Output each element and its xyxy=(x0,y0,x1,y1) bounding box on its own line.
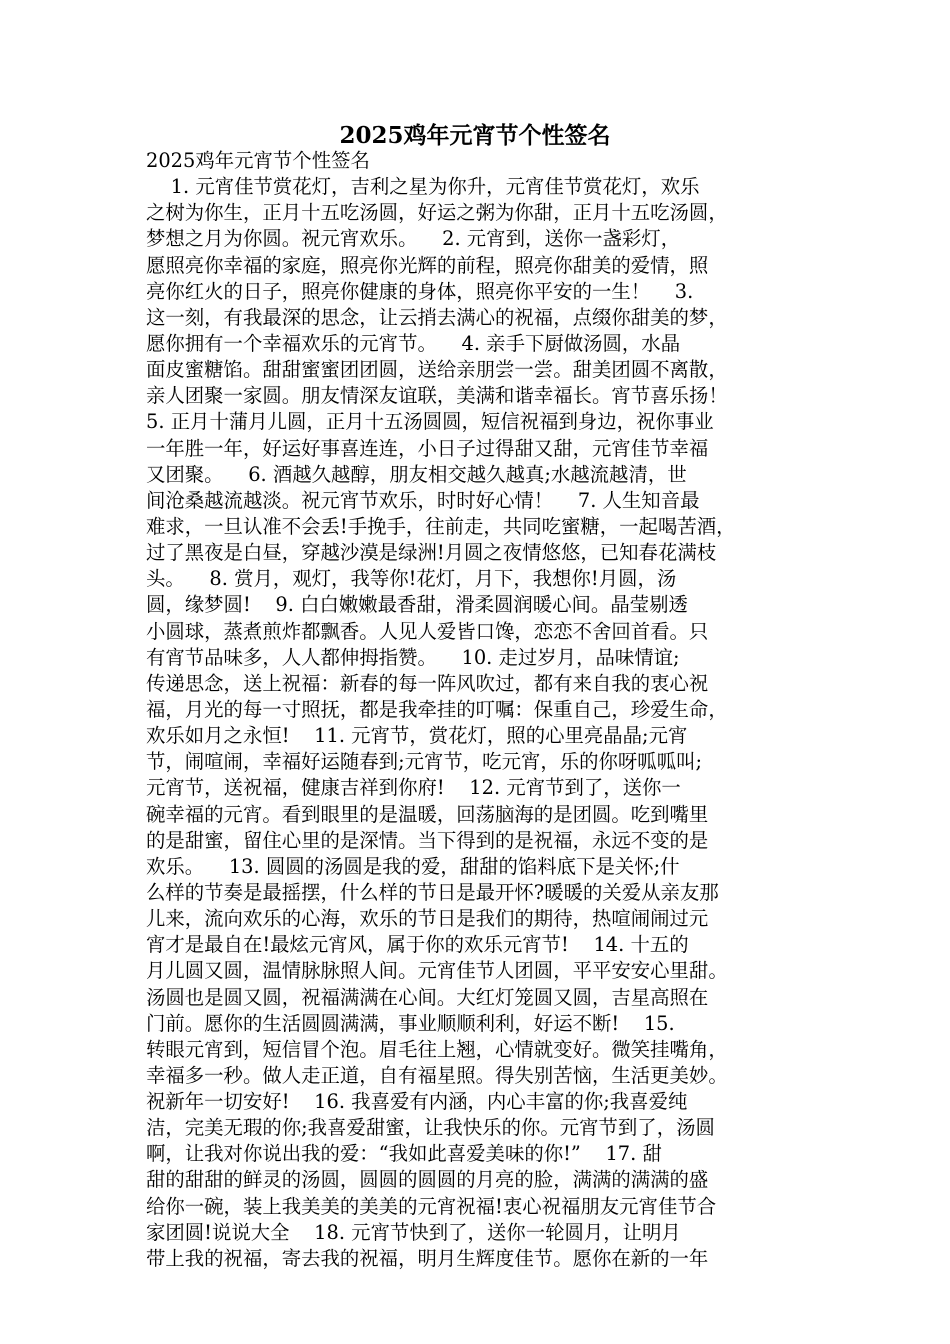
document-text-line: 5. 正月十蒲月儿圆，正月十五汤圆圆，短信祝福到身边，祝你事业 xyxy=(146,410,714,434)
document-text-line: 欢乐。 13. 圆圆的汤圆是我的爱，甜甜的馅料底下是关怀;什 xyxy=(146,854,680,878)
document-text-line: 的是甜蜜，留住心里的是深情。当下得到的是祝福，永远不变的是 xyxy=(146,828,709,852)
document-text-line: 这一刻，有我最深的思念，让云捎去满心的祝福，点缀你甜美的梦， xyxy=(146,305,728,329)
document-text-line: 愿照亮你幸福的家庭，照亮你光辉的前程，照亮你甜美的爱情，照 xyxy=(146,253,709,277)
document-text-line: 欢乐如月之永恒! 11. 元宵节，赏花灯，照的心里亮晶晶;元宵 xyxy=(146,724,688,748)
document-text-line: 亲人团聚一家圆。朋友情深友谊联，美满和谐幸福长。宵节喜乐扬！ xyxy=(146,384,728,408)
document-text-line: 小圆球，蒸煮煎炸都飘香。人见人爱皆口馋，恋恋不舍回首看。只 xyxy=(146,619,709,643)
document-text-line: 儿来，流向欢乐的心海，欢乐的节日是我们的期待，热喧闹闹过元 xyxy=(146,907,709,931)
document-text-line: 转眼元宵到，短信冒个泡。眉毛往上翘，心情就变好。微笑挂嘴角， xyxy=(146,1037,728,1061)
document-text-line: 节，闹喧闹，幸福好运随春到;元宵节，吃元宵，乐的你呀呱呱叫; xyxy=(146,750,703,774)
document-text-line: 头。 8. 赏月，观灯，我等你!花灯，月下，我想你!月圆，汤 xyxy=(146,567,677,591)
document-text-line: 难求，一旦认准不会丢!手挽手，往前走，共同吃蜜糖，一起喝苦酒， xyxy=(146,514,736,538)
document-text-line: 洁，完美无瑕的你;我喜爱甜蜜，让我快乐的你。元宵节到了，汤圆 xyxy=(146,1116,715,1140)
document-text-line: 宵才是最自在!最炫元宵风，属于你的欢乐元宵节! 14. 十五的 xyxy=(146,933,689,957)
document-text-line: 1. 元宵佳节赏花灯，吉利之星为你升，元宵佳节赏花灯，欢乐 xyxy=(146,175,700,199)
document-subtitle-line: 2025鸡年元宵节个性签名 xyxy=(146,149,370,172)
document-text-line: 月儿圆又圆，温情脉脉照人间。元宵佳节人团圆，平平安安心里甜。 xyxy=(146,959,728,983)
document-text-line: 愿你拥有一个幸福欢乐的元宵节。 4. 亲手下厨做汤圆，水晶 xyxy=(146,331,681,355)
document-text-line: 有宵节品味多，人人都伸拇指赞。 10. 走过岁月，品味情谊; xyxy=(146,645,680,669)
document-text-line: 汤圆也是圆又圆，祝福满满在心间。大红灯笼圆又圆，吉星高照在 xyxy=(146,985,709,1009)
document-text-line: 又团聚。 6. 酒越久越醇，朋友相交越久越真;水越流越清，世 xyxy=(146,462,687,486)
document-text-line: 给你一碗，装上我美美的美美的元宵祝福!衷心祝福朋友元宵佳节合 xyxy=(146,1194,717,1218)
document-text-line: 之树为你生，正月十五吃汤圆，好运之粥为你甜，正月十五吃汤圆， xyxy=(146,201,728,225)
document-text-line: 祝新年一切安好! 16. 我喜爱有内涵，内心丰富的你;我喜爱纯 xyxy=(146,1090,688,1114)
document-title: 2025鸡年元宵节个性签名 xyxy=(339,122,611,149)
document-text-line: 间沧桑越流越淡。祝元宵节欢乐，时时好心情！ 7. 人生知音最 xyxy=(146,488,700,512)
document-text-line: 幸福多一秒。做人走正道，自有福星照。得失别苦恼，生活更美妙。 xyxy=(146,1063,728,1087)
document-text-line: 门前。愿你的生活圆圆满满，事业顺顺利利，好运不断! 15. xyxy=(146,1011,675,1035)
document-text-line: 传递思念，送上祝福：新春的每一阵风吹过，都有来自我的衷心祝 xyxy=(146,671,709,695)
document-text-line: 甜的甜甜的鲜灵的汤圆，圆圆的圆圆的月亮的脸，满满的满满的盛 xyxy=(146,1168,709,1192)
document-text-line: 亮你红火的日子，照亮你健康的身体，照亮你平安的一生！ 3. xyxy=(146,279,694,303)
document-text-line: 家团圆!说说大全 18. 元宵节快到了，送你一轮圆月，让明月 xyxy=(146,1220,681,1244)
document-text-line: 福，月光的每一寸照抚，都是我牵挂的叮嘱：保重自己，珍爱生命， xyxy=(146,697,728,721)
document-text-line: 么样的节奏是最摇摆，什么样的节日是最开怀?暖暖的关爱从亲友那 xyxy=(146,880,719,904)
document-text-line: 一年胜一年，好运好事喜连连，小日子过得甜又甜，元宵佳节幸福 xyxy=(146,436,709,460)
document-text-line: 元宵节，送祝福，健康吉祥到你府! 12. 元宵节到了，送你一 xyxy=(146,776,681,800)
document-text-line: 面皮蜜糖馅。甜甜蜜蜜团团圆，送给亲朋尝一尝。甜美团圆不离散， xyxy=(146,358,728,382)
document-text-line: 梦想之月为你圆。祝元宵欢乐。 2. 元宵到，送你一盏彩灯， xyxy=(146,227,681,251)
document-body xyxy=(146,148,826,1272)
document-text-line: 碗幸福的元宵。看到眼里的是温暖，回荡脑海的是团圆。吃到嘴里 xyxy=(146,802,709,826)
document-text-line: 圆，缘梦圆! 9. 白白嫩嫩最香甜，滑柔圆润暖心间。晶莹剔透 xyxy=(146,593,688,617)
document-text-line: 过了黑夜是白昼，穿越沙漠是绿洲!月圆之夜情悠悠，已知春花满枝 xyxy=(146,541,717,565)
document-text-line: 啊，让我对你说出我的爱：“我如此喜爱美味的你!” 17. 甜 xyxy=(146,1142,662,1166)
document-text-line: 带上我的祝福，寄去我的祝福，明月生辉度佳节。愿你在新的一年 xyxy=(146,1246,709,1270)
